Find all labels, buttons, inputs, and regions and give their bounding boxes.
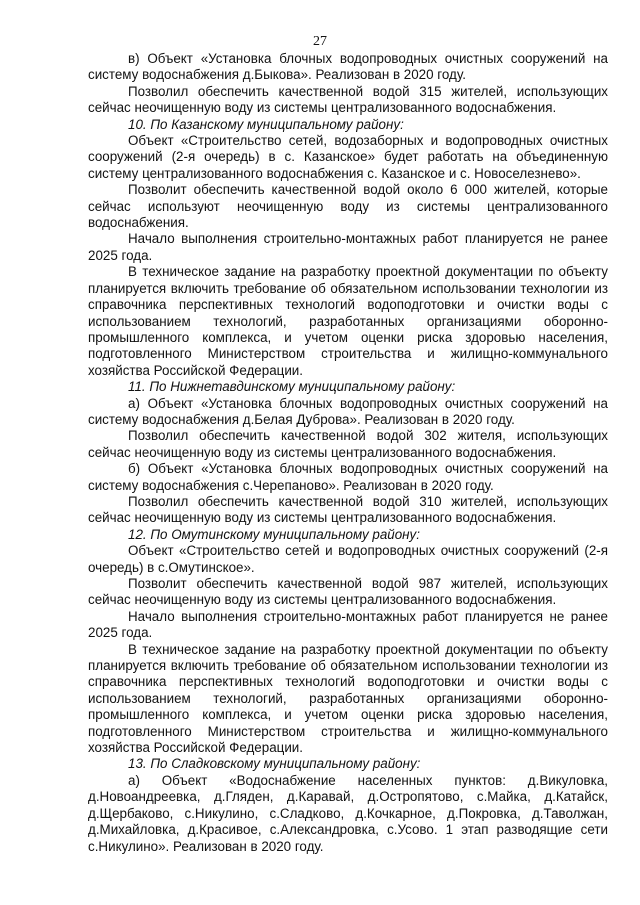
paragraph: в) Объект «Установка блочных водопроводных очистных сооружений на систему водоснабжения д.Быкова». Реализован в 2020 году. [88, 51, 608, 83]
paragraph: б) Объект «Установка блочных водопроводных очистных сооружений на систему водоснабжения с.Черепаново». Реализован в 2020 году. [88, 461, 608, 493]
paragraph: Позволит обеспечить качественной водой около 6 000 жителей, которые сейчас используют неочищенную воду из системы централизованного водоснабжения. [88, 182, 608, 231]
paragraph: Позволил обеспечить качественной водой 315 жителей, использующих сейчас неочищенную воду из системы централизованного водоснабжения. [88, 83, 608, 116]
paragraph: Объект «Строительство сетей и водопроводных очистных сооружений (2-я очередь) в с.Омутинское». [88, 543, 608, 575]
paragraph: В техническое задание на разработку проектной документации по объекту планируется включить требование об обязательном использовании технологии из справочника перспективных технологий водоподготовки и очистки воды с использованием технологий, разработанных организациями оборонно-промышленного комплекса, и учетом оценки риска здоровью населения, подготовленного Министерством строительства и жилищно-коммунального хозяйства Российской Федерации. [88, 264, 608, 378]
paragraph: Позволит обеспечить качественной водой 987 жителей, использующих сейчас неочищенную воду из системы централизованного водоснабжения. [88, 576, 608, 608]
paragraph: Объект «Строительство сетей, водозаборных и водопроводных очистных сооружений (2-я очередь) в с. Казанское» будет работать на объединенную систему централизованного водоснабжения с. Казанское и с. Новоселезнево». [88, 133, 608, 181]
section-heading: 12. По Омутинскому муниципальному району: [128, 526, 420, 542]
paragraph: В техническое задание на разработку проектной документации по объекту планируется включить требование об обязательном использовании технологии из справочника перспективных технологий водоподготовки и очистки воды с использованием технологий, разработанных организациями оборонно-промышленного комплекса, и учетом оценки риска здоровью населения, подготовленного Министерством строительства и жилищно-коммунального хозяйства Российской Федерации. [88, 641, 608, 756]
section-heading: 11. По Нижнетавдинскому муниципальному району: [128, 379, 456, 395]
paragraph: Позволил обеспечить качественной водой 310 жителей, использующих сейчас неочищенную воду из системы централизованного водоснабжения. [88, 493, 608, 526]
page-number: 27 [313, 34, 327, 49]
section-heading: 10. По Казанскому муниципальному району: [128, 116, 404, 132]
paragraph: а) Объект «Водоснабжение населенных пунктов: д.Викуловка, д.Новоандреевка, д.Гляден, д.Каравай, д.Остропятово, с.Майка, д.Катайск, д.Щербаково, с.Никулино, с.Сладково, д.Кочкарное, д.Покровка, д.Таволжан, д.Михайловка, д.Красивое, с.Александровка, с.Усово. 1 этап разводящие сети с.Никулино». Реализован в 2020 году. [88, 772, 608, 854]
paragraph: Начало выполнения строительно-монтажных работ планируется не ранее 2025 года. [88, 608, 608, 641]
document-body [88, 51, 608, 855]
section-heading: 13. По Сладковскому муниципальному району: [128, 756, 421, 772]
paragraph: Позволил обеспечить качественной водой 302 жителя, использующих сейчас неочищенную воду из системы централизованного водоснабжения. [88, 428, 608, 460]
paragraph: а) Объект «Установка блочных водопроводных очистных сооружений на систему водоснабжения д.Белая Дуброва». Реализован в 2020 году. [88, 395, 608, 427]
paragraph: Начало выполнения строительно-монтажных работ планируется не ранее 2025 года. [88, 231, 608, 263]
